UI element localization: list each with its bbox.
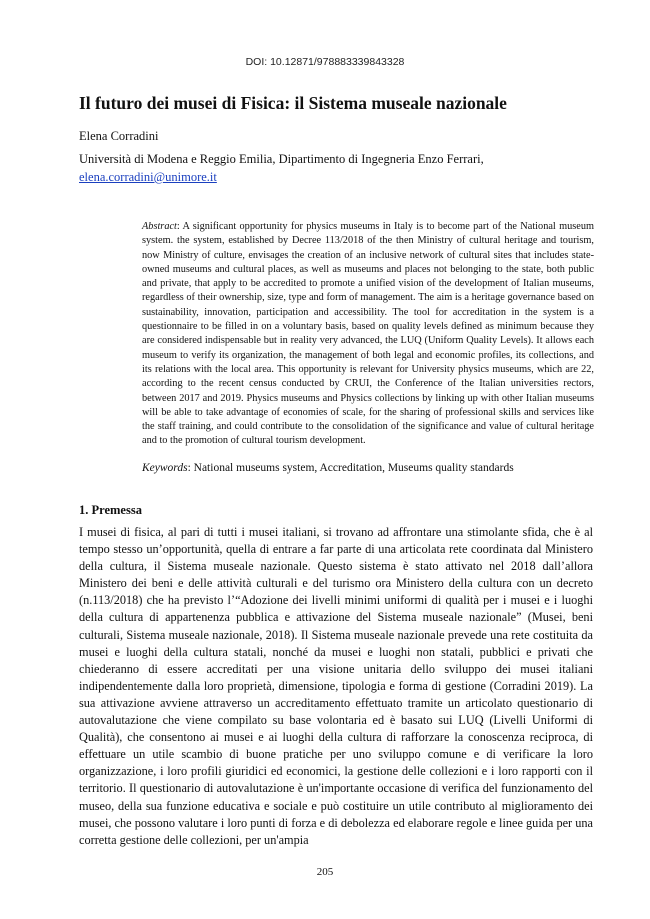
keywords-text: : National museums system, Accreditation, Museums quality standards [187,462,514,474]
affiliation-text: Università di Modena e Reggio Emilia, Dipartimento di Ingegneria Enzo Ferrari, [79,152,484,166]
author-name: Elena Corradini [79,129,159,143]
page-number: 205 [316,866,334,878]
author-email-link[interactable]: elena.corradini@unimore.it [79,170,217,184]
abstract-label: Abstract [142,221,177,232]
paper-title: Il futuro dei musei di Fisica: il Sistema museale nazionale [79,93,507,113]
abstract-text: : A significant opportunity for physics museums in Italy is to become part of the National museum system. the system, established by Decree 113/2018 of the then Ministry of cultural heritage and tourism, now Ministry of culture, envisages the creation of an inclusive network of cultural sites that includes state-owned museums and cultural places, as well as museums and places not belonging to the state, both public and private, that apply to be accredited to promote a unified vision of the development of Italian museums, regardless of their ownership, size, type and form of management. The aim is a heritage governance based on sustainability, innovation, participation and accessibility. The tool for accreditation in the system is a questionnaire to be filled in on a voluntary basis, based on quality levels defined as minimum because they are considered indispensable but in reality very advanced, the LUQ (Uniform Quality Levels). It allows each museum to verify its organization, the management of both legal and economic profiles, its collections, and its relations with the local area. This opportunity is relevant for University physics museums, which are 22, according to the recent census conducted by CRUI, the Conference of the Italian universities rectors, between 2017 and 2019. Physics museums and Physics collections by linking up with other Italian museums will be able to take advantage of economies of scale, for the sharing of professional skills and services like the staff training, and could contribute to the consolidation of the significance and value of cultural heritage and to the promotion of cultural tourism development. [142,221,594,447]
keywords-label: Keywords [142,462,188,474]
abstract [142,220,594,449]
keywords [142,462,594,474]
doi-header: DOI: 10.12871/978883339843328 [245,56,405,68]
section-heading: 1. Premessa [79,503,142,517]
author-affiliation [79,150,593,186]
body-paragraph: I musei di fisica, al pari di tutti i musei italiani, si trovano ad affrontare una stimolante sfida, che è al tempo stesso un’opportunità, quella di entrare a far parte di una articolata rete coordinata dal Ministero della cultura, il Sistema museale nazionale. Questo sistema è stato attivato nel 2018 dall’allora Ministero dei beni e delle attività culturali e del turismo ora Ministero della cultura con un decreto (n.113/2018) che ha previsto l’“Adozione dei livelli minimi uniformi di qualità per i musei e i luoghi della cultura di appartenenza pubblica e attivazione del Sistema museale nazionale” (Musei, beni culturali, Sistema museale nazionale, 2018). Il Sistema museale nazionale prevede una rete costituita da musei e luoghi della cultura statali, nonché da musei e luoghi non statali, pubblici e privati che chiederanno di essere accreditati per una visione unitaria dello sviluppo dei musei italiani indipendentemente dalla loro proprietà, dimensione, tipologia e forma di gestione (Corradini 2019). La sua attivazione avviene attraverso un accreditamento effettuato tramite un articolato questionario di autovalutazione che viene compilato su base volontaria ed è basato sui LUQ (Livelli Uniformi di Qualità), che consentono ai musei e ai luoghi della cultura di rafforzare la conoscenza reciproca, di effettuare un utile scambio di buone pratiche per uno sviluppo comune e di verificare la loro organizzazione, i loro profili giuridici ed economici, la gestione delle collezioni e i loro rapporti con il territorio. Il questionario di autovalutazione è un'importante occasione di verifica del funzionamento del museo, della sua funzione educativa e sociale e può costituire un utile contributo al miglioramento dei musei, che possono valutare i loro punti di forza e di debolezza ed elaborare regole e linee guida per una corretta gestione delle collezioni, per un'ampia [79,525,593,847]
